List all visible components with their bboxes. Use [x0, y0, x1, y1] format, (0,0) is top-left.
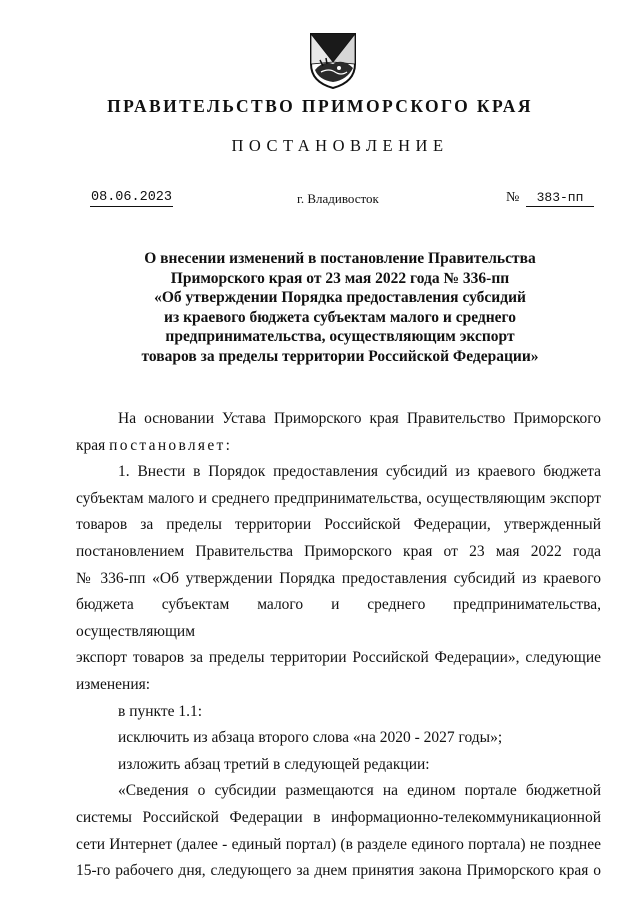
body-line	[76, 433, 601, 460]
document-date: 08.06.2023	[91, 190, 173, 205]
title-line: Приморского края от 23 мая 2022 года № 336-пп	[170, 269, 510, 287]
title-line: предпринимательства, осуществляющим экспорт	[165, 328, 515, 345]
body-line: субъектам малого и среднего предпринимательства, осуществляющим экспорт	[76, 489, 601, 507]
document-title	[0, 249, 640, 366]
body-line: изложить абзац третий в следующей редакции:	[118, 755, 430, 773]
document-number: 383-пп	[526, 190, 594, 207]
title-line: «Об утверждении Порядка предоставления субсидий	[154, 289, 526, 306]
government-title: ПРАВИТЕЛЬСТВО ПРИМОРСКОГО КРАЯ	[107, 96, 533, 116]
number-sign: №	[506, 190, 520, 205]
body-line: На основании Устава Приморского края Правительство Приморского	[118, 410, 601, 427]
resolves-word: постановляет:	[109, 436, 233, 454]
title-line: товаров за пределы территории Российской Федерации»	[141, 347, 539, 365]
body-line: изменения:	[76, 675, 151, 693]
document-type: ПОСТАНОВЛЕНИЕ	[231, 136, 449, 155]
document-body	[76, 406, 601, 885]
body-line: экспорт товаров за пределы территории Российской Федерации», следующие	[76, 649, 601, 667]
body-line: исключить из абзаца второго слова «на 2020 - 2027 годы»;	[118, 729, 503, 747]
title-line: О внесении изменений в постановление Правительства	[144, 250, 536, 267]
body-line: в пункте 1.1:	[118, 702, 203, 720]
body-line: 15-го рабочего дня, следующего за днем принятия закона Приморского края о	[76, 862, 601, 880]
body-line: 1. Внести в Порядок предоставления субсидий из краевого бюджета	[118, 463, 601, 481]
coat-of-arms-icon	[303, 30, 363, 90]
body-line: товаров за пределы территории Российской Федерации, утвержденный	[76, 516, 601, 534]
document-city: г. Владивосток	[297, 191, 379, 206]
body-line: системы Российской Федерации в информационно-телекоммуникационной	[76, 808, 601, 826]
body-line: «Сведения о субсидии размещаются на едином портале бюджетной	[118, 782, 601, 800]
body-line: постановлением Правительства Приморского края от 23 мая 2022 года	[76, 542, 601, 560]
title-line: из краевого бюджета субъектам малого и среднего	[164, 308, 516, 326]
body-line: бюджета субъектам малого и среднего предпринимательства, осуществляющим	[76, 596, 601, 640]
body-line: сети Интернет (далее - единый портал) (в разделе единого портала) не позднее	[76, 835, 601, 853]
body-line: № 336-пп «Об утверждении Порядка предоставления субсидий из краевого	[76, 569, 601, 587]
body-text: края	[76, 436, 110, 454]
